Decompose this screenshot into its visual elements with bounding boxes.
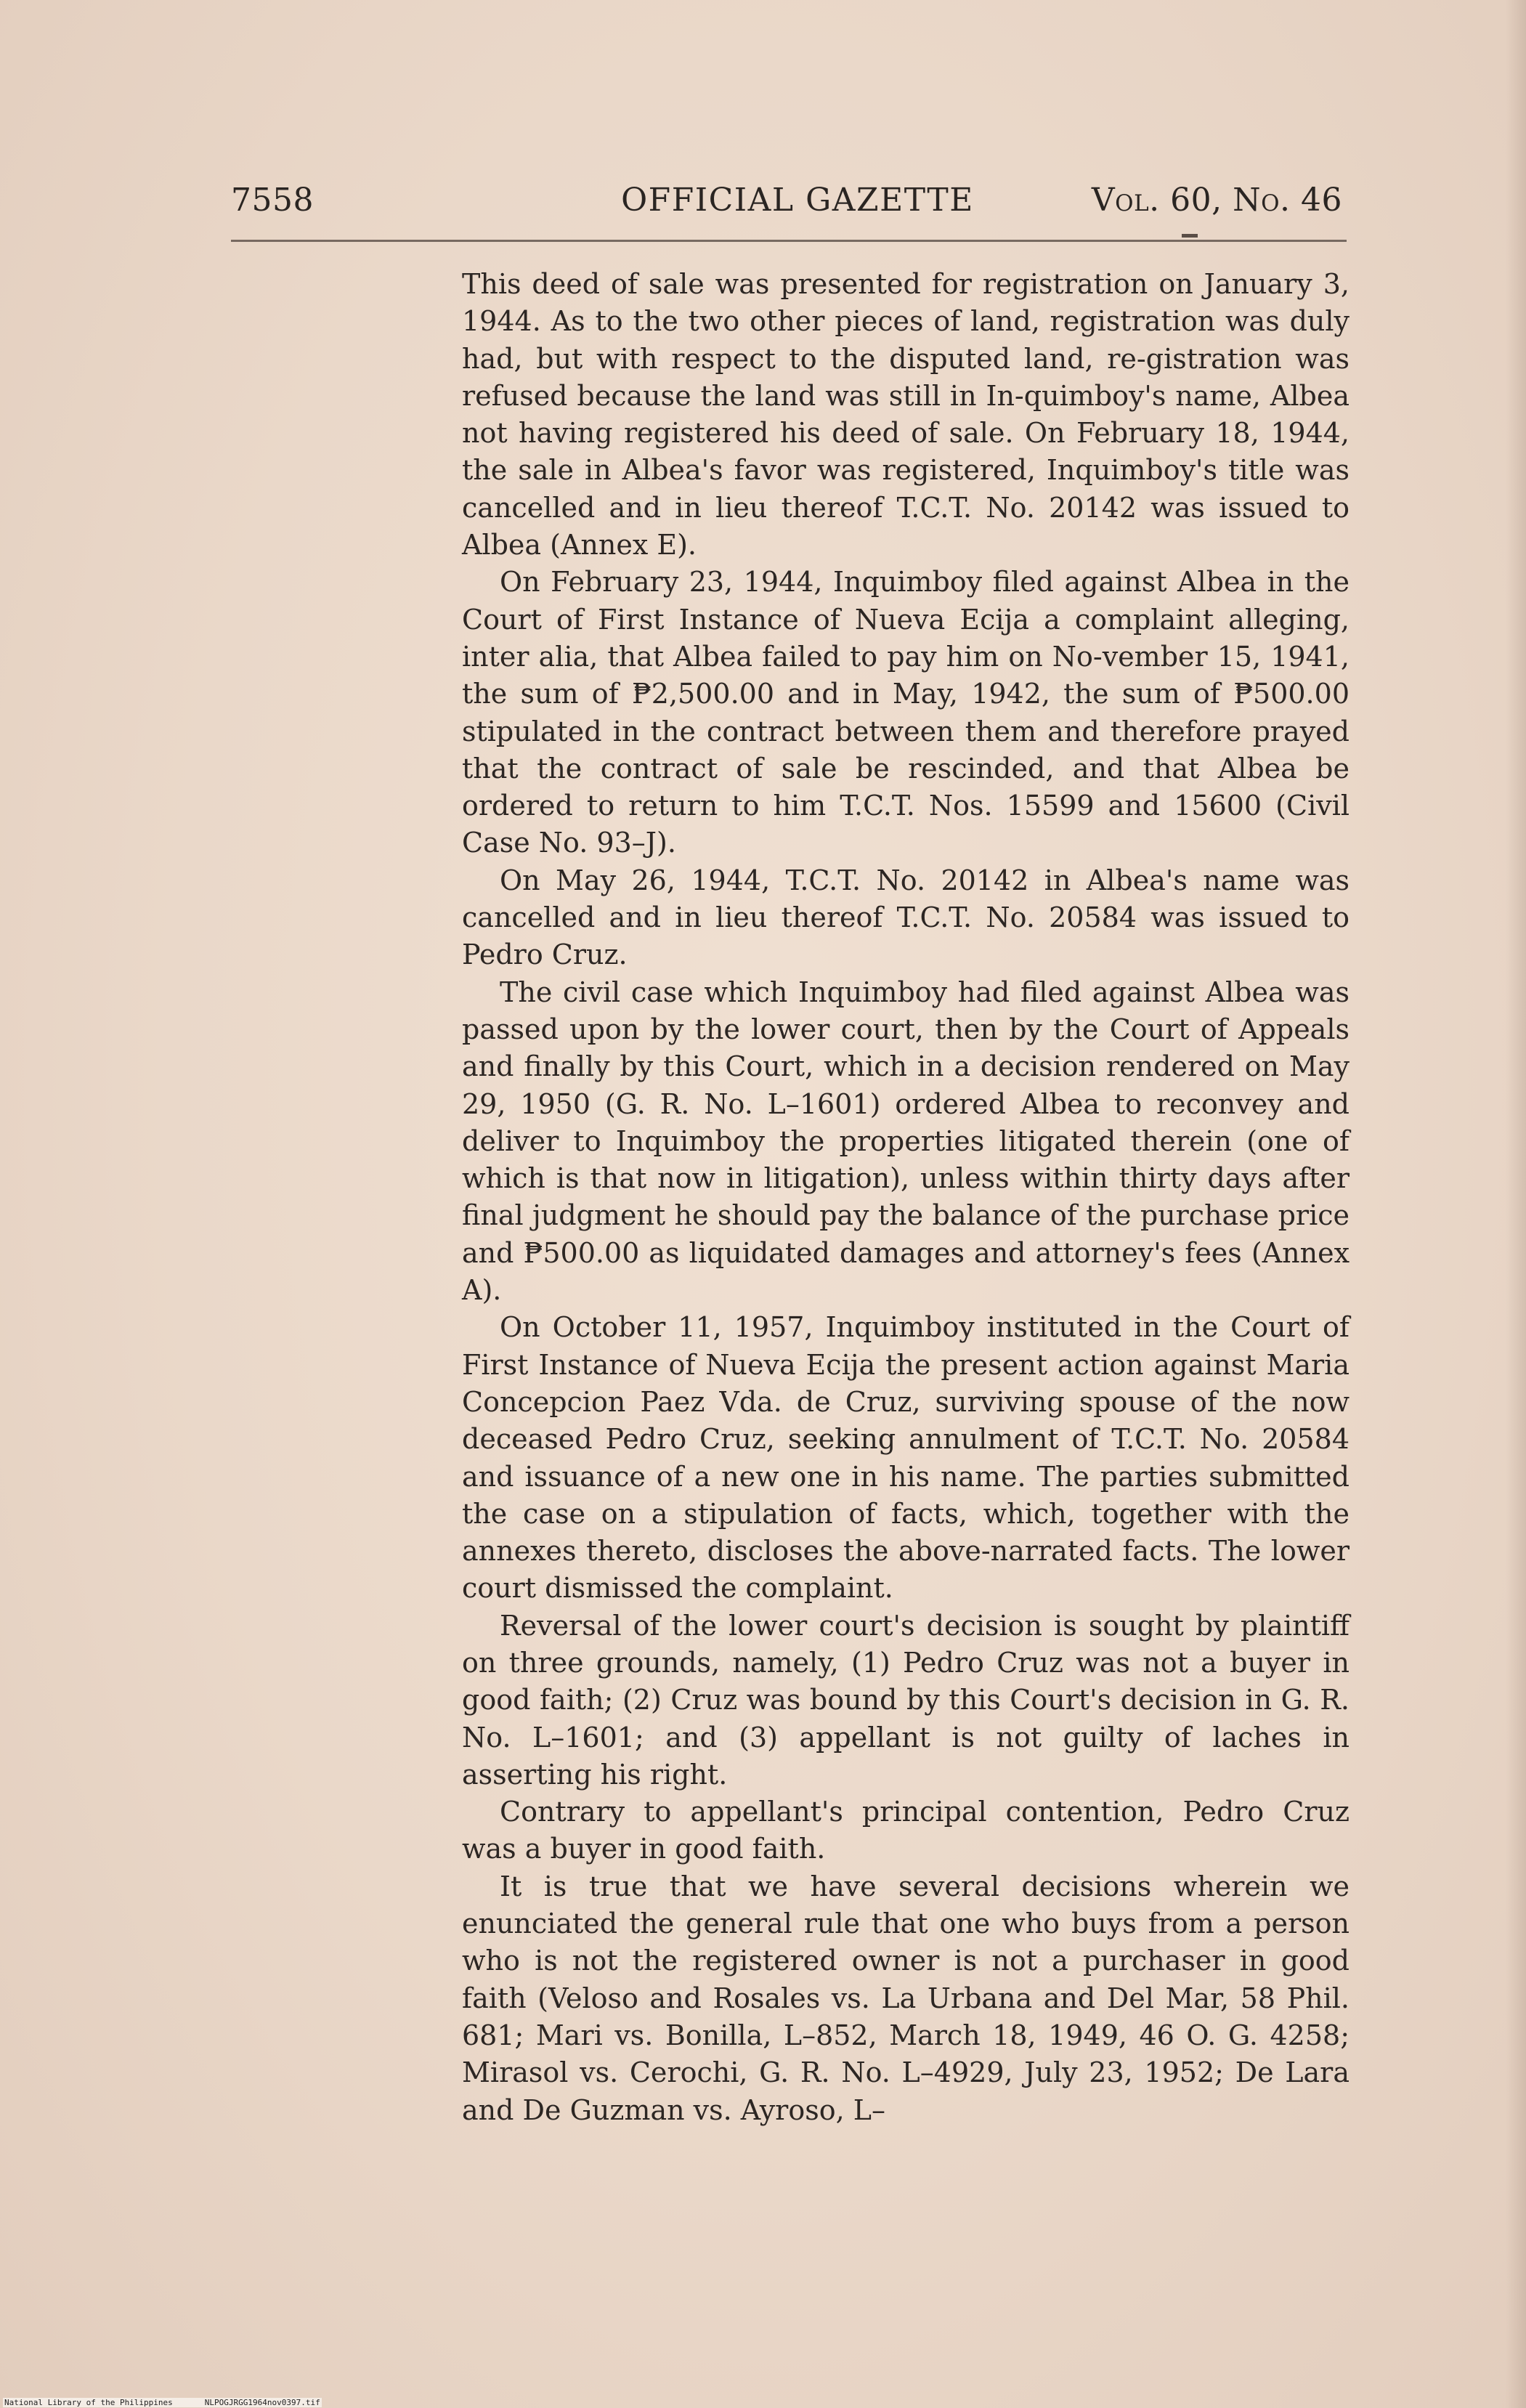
- scan-filename: NLPOGJRGG1964nov0397.tif: [204, 2398, 320, 2407]
- publication-title: OFFICIAL GAZETTE: [621, 182, 974, 219]
- body-text: [462, 266, 1350, 2129]
- paragraph-8: It is true that we have several decisions wherein we enunciated the general rule that one who buys from a person who is not the registered owner is not a purchaser in good faith (Veloso and Rosales vs. La Urbana and Del Mar, 58 Phil. 681; Mari vs. Bonilla, L–852, March 18, 1949, 46 O. G. 4258; Mirasol vs. Cerochi, G. R. No. L–4929, July 23, 1952; De Lara and De Guzman vs. Ayroso, L–: [462, 1870, 1350, 2126]
- library-credit: National Library of the Philippines: [4, 2398, 173, 2407]
- paragraph-3: On May 26, 1944, T.C.T. No. 20142 in Albea's name was cancelled and in lieu thereof T.C.T. No. 20584 was issued to Pedro Cruz.: [462, 864, 1350, 971]
- paragraph-4: The civil case which Inquimboy had filed against Albea was passed upon by the lower court, then by the Court of Appeals and finally by this Court, which in a decision rendered on May 29, 1950 (G. R. No. L–1601) ordered Albea to reconvey and deliver to Inquimboy the properties litigated therein (one of which is that now in litigation), unless within thirty days after final judgment he should pay the balance of the purchase price and ₱500.00 as liquidated damages and attorney's fees (Annex A).: [462, 976, 1350, 1307]
- volume-issue: Vol. 60, No. 46: [1091, 182, 1342, 219]
- paragraph-1: This deed of sale was presented for registration on January 3, 1944. As to the two other pieces of land, registration was duly had, but with respect to the disputed land, re-gistration was refused because the land was still in In-quimboy's name, Albea not having registered his deed of sale. On February 18, 1944, the sale in Albea's favor was registered, Inquimboy's title was cancelled and in lieu thereof T.C.T. No. 20142 was issued to Albea (Annex E).: [462, 268, 1350, 562]
- page-edge-shadow: [1506, 0, 1526, 2408]
- paragraph-6: Reversal of the lower court's decision is sought by plaintiff on three grounds, namely, (1) Pedro Cruz was not a buyer in good faith; (2) Cruz was bound by this Court's decision in G. R. No. L–1601; and (3) appellant is not guilty of laches in asserting his right.: [462, 1609, 1350, 1791]
- rule-mark: [1182, 234, 1198, 238]
- paragraph-2: On February 23, 1944, Inquimboy filed against Albea in the Court of First Instance of Nueva Ecija a complaint alleging, inter alia, that Albea failed to pay him on No-vember 15, 1941, the sum of ₱2,500.00 and in May, 1942, the sum of ₱500.00 stipulated in the contract between them and therefore prayed that the contract of sale be rescinded, and that Albea be ordered to return to him T.C.T. Nos. 15599 and 15600 (Civil Case No. 93–J).: [462, 566, 1350, 859]
- header-rule: [231, 240, 1347, 242]
- page-number: 7558: [231, 182, 314, 219]
- paragraph-7: Contrary to appellant's principal contention, Pedro Cruz was a buyer in good faith.: [462, 1796, 1350, 1865]
- running-header: [231, 182, 1342, 225]
- paragraph-5: On October 11, 1957, Inquimboy instituted in the Court of First Instance of Nueva Ecija the present action against Maria Concepcion Paez Vda. de Cruz, surviving spouse of the now deceased Pedro Cruz, seeking annulment of T.C.T. No. 20584 and issuance of a new one in his name. The parties submitted the case on a stipulation of facts, which, together with the annexes thereto, discloses the above-narrated facts. The lower court dismissed the complaint.: [462, 1311, 1350, 1605]
- scan-footer: [3, 2398, 322, 2407]
